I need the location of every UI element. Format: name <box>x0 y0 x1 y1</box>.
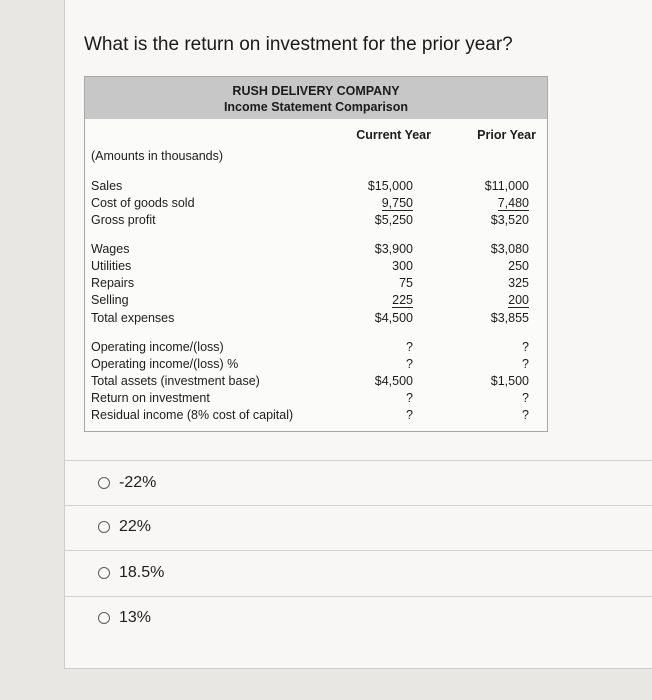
income-statement-table <box>84 76 548 432</box>
prior-value: 325 <box>508 276 529 290</box>
row-label: Residual income (8% cost of capital) <box>91 408 294 422</box>
row-label: Operating income/(loss) % <box>91 357 239 371</box>
row-label: Cost of goods sold <box>91 196 195 210</box>
radio-button-icon[interactable] <box>98 567 110 579</box>
company-name: RUSH DELIVERY COMPANY <box>232 84 400 98</box>
prior-value: ? <box>522 357 529 371</box>
current-value: $4,500 <box>374 311 413 325</box>
amounts-note: (Amounts in thousands) <box>91 149 224 163</box>
prior-value: ? <box>522 340 529 354</box>
current-value: $5,250 <box>374 213 413 227</box>
statement-header <box>85 77 547 119</box>
row-label: Sales <box>91 179 123 193</box>
statement-subtitle: Income Statement Comparison <box>223 100 409 114</box>
option-13-percent[interactable] <box>98 607 151 629</box>
option-22-percent[interactable] <box>98 516 151 538</box>
current-value: 9,750 <box>381 196 413 210</box>
option-negative-22-percent[interactable] <box>98 472 156 494</box>
radio-button-icon[interactable] <box>98 521 110 533</box>
option-18-5-percent[interactable] <box>98 562 164 584</box>
current-value: 75 <box>399 276 413 290</box>
row-label: Total expenses <box>91 311 175 325</box>
option-divider <box>64 460 652 461</box>
table-row-wages <box>85 242 547 259</box>
current-value: $3,900 <box>374 242 413 256</box>
option-divider <box>64 550 652 551</box>
row-label: Repairs <box>91 276 135 290</box>
column-header-current-year: Current Year <box>356 128 431 142</box>
current-value: ? <box>406 408 413 422</box>
table-row-cost-of-goods-sold <box>85 196 547 213</box>
table-row-total-expenses <box>85 311 547 328</box>
current-value: ? <box>406 340 413 354</box>
table-row-operating-income <box>85 340 547 357</box>
prior-value: $3,520 <box>490 213 529 227</box>
option-label: -22% <box>119 474 157 491</box>
row-label: Gross profit <box>91 213 156 227</box>
option-label: 22% <box>119 518 152 535</box>
current-value: 300 <box>392 259 413 273</box>
table-row-total-assets <box>85 374 547 391</box>
current-value: ? <box>406 391 413 405</box>
prior-value: 200 <box>508 293 529 307</box>
prior-value: ? <box>522 408 529 422</box>
current-value: $15,000 <box>367 179 413 193</box>
prior-value: 250 <box>508 259 529 273</box>
table-row-repairs <box>85 276 547 293</box>
prior-value: $11,000 <box>484 179 529 193</box>
prior-value: $1,500 <box>490 374 529 388</box>
row-label: Return on investment <box>91 391 210 405</box>
row-label: Selling <box>91 293 129 307</box>
current-value: ? <box>406 357 413 371</box>
radio-button-icon[interactable] <box>98 612 110 624</box>
option-label: 18.5% <box>119 564 165 581</box>
table-row-utilities <box>85 259 547 276</box>
option-label: 13% <box>119 609 152 626</box>
question-text: What is the return on investment for the prior year? <box>84 34 513 55</box>
row-label: Utilities <box>91 259 132 273</box>
prior-value: $3,855 <box>490 311 529 325</box>
current-value: $4,500 <box>374 374 413 388</box>
row-label: Total assets (investment base) <box>91 374 260 388</box>
table-row-selling <box>85 293 547 310</box>
table-row-operating-income-percent <box>85 357 547 374</box>
option-divider <box>64 596 652 597</box>
row-label: Operating income/(loss) <box>91 340 224 354</box>
table-row-return-on-investment <box>85 391 547 408</box>
radio-button-icon[interactable] <box>98 477 110 489</box>
column-header-prior-year: Prior Year <box>477 128 536 142</box>
prior-value: ? <box>522 391 529 405</box>
table-row-residual-income <box>85 408 547 425</box>
option-divider <box>64 505 652 506</box>
current-value: 225 <box>392 293 413 307</box>
prior-value: $3,080 <box>490 242 529 256</box>
table-row-sales <box>85 179 547 196</box>
row-label: Wages <box>91 242 130 256</box>
table-row-gross-profit <box>85 213 547 230</box>
prior-value: 7,480 <box>497 196 529 210</box>
